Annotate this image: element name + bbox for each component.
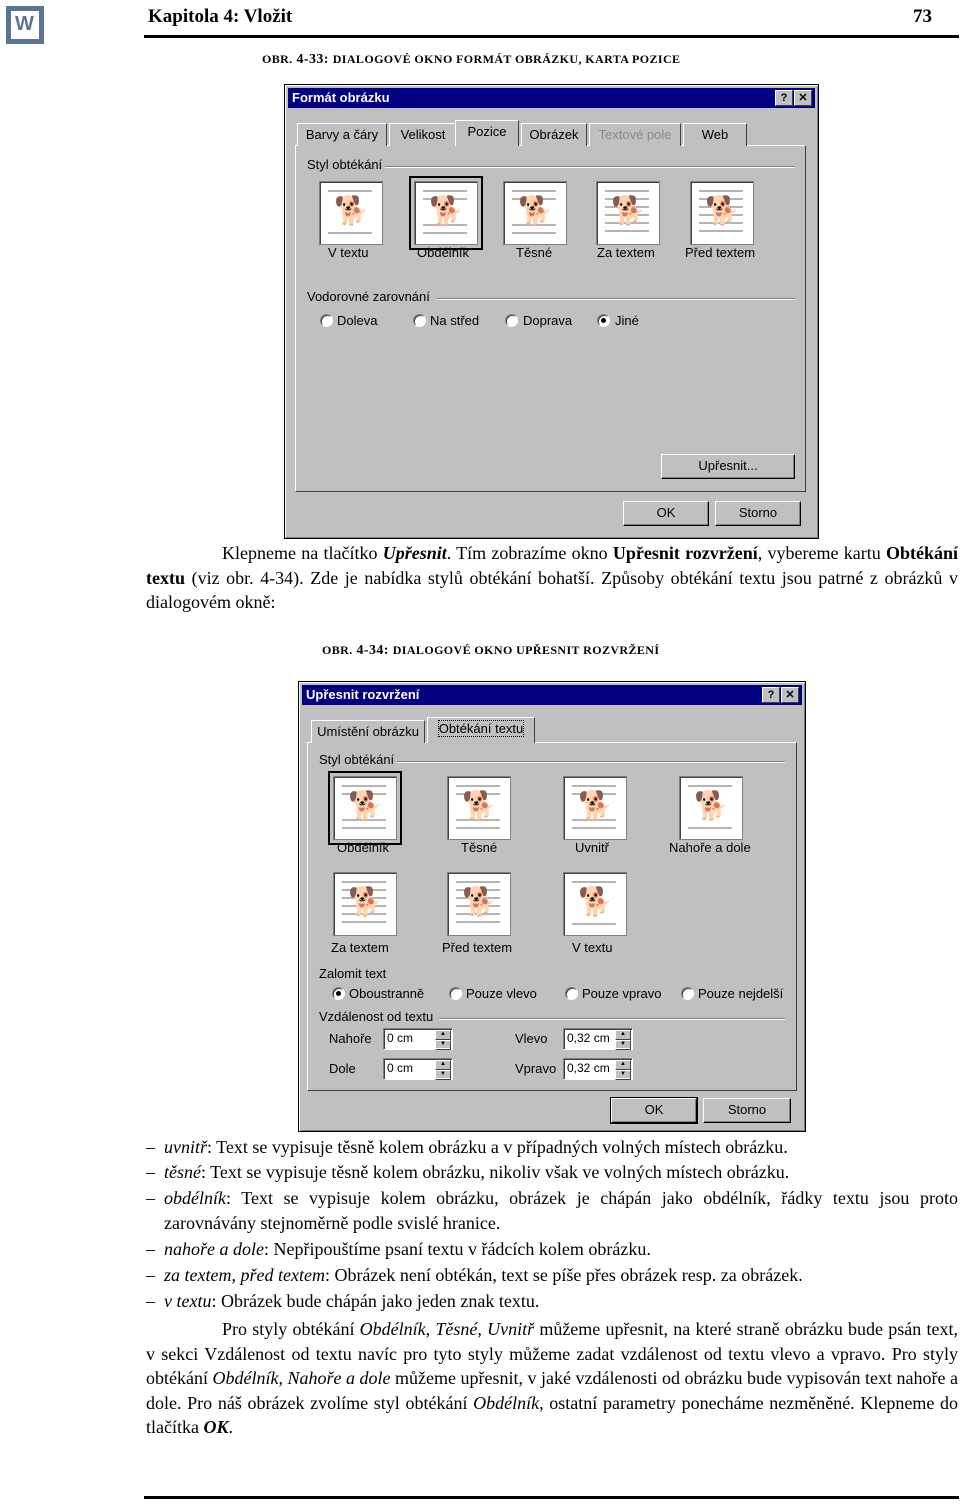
definition: : Text se vypisuje kolem obrázku, obrázek je chápán jako obdélník, řádky textu jsou proto zarovnávány stejnoměrně podle svislé hranice. (164, 1188, 958, 1233)
label-top: Nahoře (329, 1031, 372, 1046)
footer-rule (144, 1496, 959, 1499)
text-run: můžeme upřesnit, v jaké vzdálenosti od obrázku bude vypisován text nahoře a dole. Pro náš obrázek zvolíme styl obtékání (146, 1368, 958, 1413)
header-rule (144, 35, 959, 38)
list-item: – za textem, před textem: Obrázek není obtékán, text se píše přes obrázek resp. za obrázek. (146, 1265, 803, 1285)
dog-icon: 🐕 (334, 194, 369, 227)
caption-number: 4-34: (352, 643, 393, 658)
term: v textu (164, 1291, 212, 1311)
cancel-button[interactable]: Storno (703, 1098, 791, 1123)
wrap-icon-through[interactable] (563, 776, 627, 840)
emphasis: Upřesnit rozvržení (612, 543, 758, 563)
close-button[interactable]: ✕ (781, 687, 799, 703)
arrow-down-icon[interactable]: ▼ (435, 1070, 451, 1080)
text-run: Klepneme na tlačítko (222, 543, 383, 563)
emphasis: Obdélník, Nahoře a dole (212, 1368, 391, 1388)
tab-position[interactable] (455, 120, 519, 146)
list-item: – v textu: Obrázek bude chápán jako jeden znak textu. (146, 1291, 540, 1311)
close-button[interactable]: ✕ (794, 90, 812, 106)
group-wrap-style: Styl obtékání (307, 157, 383, 172)
figure-caption-1 (262, 52, 680, 68)
emphasis: Obtékání textu (146, 543, 958, 588)
spin-value: 0,32 cm (567, 1061, 610, 1075)
radio-label-right: Doprava (523, 313, 573, 328)
tab-label: Web (701, 127, 729, 142)
list-item: – nahoře a dole: Nepřipouštíme psaní textu v řádcích kolem obrázku. (146, 1239, 651, 1259)
dog-icon: 🐕 (578, 789, 613, 822)
radio-right-only[interactable] (565, 987, 578, 1000)
radio-center[interactable] (413, 314, 426, 327)
radio-right[interactable] (505, 314, 518, 327)
list-item: – obdélník: Text se vypisuje kolem obrázku, obrázek je chápán jako obdélník, řádky textu jsou proto zarovnávány stejnoměrně podle svislé hranice. (146, 1188, 958, 1233)
ok-button[interactable]: OK (611, 1098, 697, 1123)
spin-value: 0 cm (387, 1061, 414, 1075)
dog-icon: 🐕 (348, 789, 383, 822)
caption-text: DIALOGOVÉ OKNO UPŘESNIT ROZVRŽENÍ (392, 643, 660, 657)
dog-icon: 🐕 (611, 194, 646, 227)
term: uvnitř (164, 1137, 207, 1157)
text-run: . (228, 1417, 233, 1437)
titlebar (302, 685, 802, 705)
wrap-icon-behind[interactable] (596, 181, 660, 245)
caption-number: 4-33: (292, 52, 333, 67)
dialog-advanced-layout (298, 681, 806, 1132)
definition: : Nepřipouštíme psaní textu v řádcích kolem obrázku. (263, 1239, 651, 1259)
cancel-button[interactable]: Storno (715, 501, 801, 526)
tab-label: Velikost (400, 127, 446, 142)
radio-label-left: Doleva (337, 313, 378, 328)
radio-left[interactable] (320, 314, 333, 327)
dialog-title: Upřesnit rozvržení (306, 687, 420, 702)
wrap-icon-inline[interactable] (563, 872, 627, 936)
advanced-button[interactable]: Upřesnit... (661, 454, 795, 479)
emphasis: Obdélník (473, 1392, 540, 1413)
arrow-up-icon[interactable]: ▲ (615, 1060, 631, 1070)
arrow-up-icon[interactable]: ▲ (435, 1030, 451, 1040)
wrap-icon-behind[interactable] (333, 872, 397, 936)
wrap-icon-tight[interactable] (503, 181, 567, 245)
wrap-label-top-bottom: Nahoře a dole (669, 840, 751, 855)
wrap-label-behind: Za textem (331, 940, 389, 955)
dog-icon: 🐕 (462, 885, 497, 918)
text-run: (viz obr. 4-34). Zde je nabídka stylů obtékání bohatší. Způsoby obtékání textu jsou patrné z obrázků v dialogovém okně: (146, 567, 958, 612)
definition: : Obrázek není obtékán, text se píše přes obrázek resp. za obrázek. (324, 1265, 803, 1285)
dog-icon: 🐕 (694, 789, 729, 822)
caption-text: DIALOGOVÉ OKNO FORMÁT OBRÁZKU, KARTA POZICE (332, 52, 681, 66)
page-number: 73 (913, 6, 932, 27)
group-divider (385, 166, 795, 168)
dog-icon: 🐕 (429, 194, 464, 227)
radio-label-other: Jiné (615, 313, 639, 328)
spin-value: 0,32 cm (567, 1031, 610, 1045)
tab-label: Obrázek (529, 127, 579, 142)
label-left: Vlevo (515, 1031, 548, 1046)
definition: : Text se vypisuje těsně kolem obrázku a v případných volných místech obrázku. (207, 1137, 788, 1157)
dog-icon: 🐕 (348, 885, 383, 918)
tab-text-box[interactable] (589, 123, 681, 146)
label-bottom: Dole (329, 1061, 356, 1076)
radio-label-left-only: Pouze vlevo (466, 986, 537, 1001)
wrap-label-through: Uvnitř (575, 840, 609, 855)
wrap-icon-front[interactable] (690, 181, 754, 245)
definition: : Text se vypisuje těsně kolem obrázku, nikoliv však ve volných místech obrázku. (200, 1162, 790, 1182)
dialog-format-picture (284, 84, 819, 539)
titlebar (288, 88, 815, 108)
tab-label: Umístění obrázku (317, 724, 419, 739)
emphasis: OK (203, 1417, 229, 1437)
definition: : Obrázek bude chápán jako jeden znak textu. (211, 1291, 540, 1311)
wrap-icon-tight[interactable] (447, 776, 511, 840)
tab-picture-position[interactable] (311, 720, 425, 743)
radio-label-both-sides: Oboustranně (349, 986, 425, 1001)
text-run: můžeme upřesnit, na které straně obrázku bude psán text, v sekci Vzdálenost od textu navíc pro tyto styly můžeme zadat vzdálenost od textu vlevo a vpravo. Pro styly obtékání (146, 1319, 958, 1388)
chapter-title: Kapitola 4: Vložit (148, 6, 293, 27)
tab-label: Obtékání textu (438, 721, 524, 736)
radio-left-only[interactable] (449, 987, 462, 1000)
wrap-label-inline: V textu (328, 245, 369, 260)
caption-prefix: OBR. (322, 643, 353, 657)
group-wrap-text: Zalomit text (319, 966, 387, 981)
wrap-icon-inline[interactable] (319, 181, 383, 245)
paragraph-2 (146, 1317, 958, 1440)
radio-both-sides[interactable] (332, 987, 345, 1000)
wrap-label-tight: Těsné (516, 245, 553, 260)
dog-icon: 🐕 (705, 194, 740, 227)
spin-top[interactable] (383, 1028, 453, 1050)
arrow-up-icon[interactable]: ▲ (435, 1060, 451, 1070)
spin-left[interactable] (563, 1028, 633, 1050)
tab-colors-lines[interactable] (297, 123, 387, 146)
ok-button[interactable]: OK (623, 501, 709, 526)
wrap-label-inline: V textu (572, 940, 613, 955)
tab-size[interactable] (389, 123, 457, 146)
term: nahoře a dole (164, 1239, 264, 1259)
app-logo (6, 6, 44, 44)
emphasis: Upřesnit (382, 543, 447, 563)
arrow-up-icon[interactable]: ▲ (615, 1030, 631, 1040)
list-item: – těsné: Text se vypisuje těsně kolem obrázku, nikoliv však ve volných místech obrázku. (146, 1162, 790, 1182)
group-divider (397, 761, 785, 763)
term: těsné (164, 1162, 201, 1182)
radio-label-largest-only: Pouze nejdelší (698, 986, 784, 1001)
tab-label: Pozice (467, 124, 507, 139)
wrap-label-square: Obdélník (417, 245, 470, 260)
tab-picture[interactable] (521, 123, 587, 146)
wrap-label-tight: Těsné (461, 840, 498, 855)
dog-icon: 🐕 (518, 194, 553, 227)
tab-label: Textové pole (598, 127, 672, 142)
text-run: . Tím zobrazíme okno (446, 543, 613, 563)
wrap-label-behind: Za textem (597, 245, 655, 260)
term: za textem, před textem (164, 1265, 325, 1285)
wrap-label-square: Obdélník (337, 840, 390, 855)
text-run: Pro styly obtékání (222, 1319, 360, 1339)
wrap-label-front: Před textem (685, 245, 756, 260)
radio-other[interactable] (597, 314, 610, 327)
tab-web[interactable] (683, 123, 747, 146)
radio-label-center: Na střed (430, 313, 480, 328)
list-item: – uvnitř: Text se vypisuje těsně kolem obrázku a v případných volných místech obrázku. (146, 1137, 788, 1157)
radio-label-right-only: Pouze vpravo (582, 986, 662, 1001)
text-run: , vybereme kartu (757, 543, 886, 563)
wrap-label-front: Před textem (442, 940, 513, 955)
wrap-icon-front[interactable] (447, 872, 511, 936)
tab-label: Barvy a čáry (305, 127, 379, 142)
arrow-down-icon[interactable]: ▼ (435, 1040, 451, 1050)
group-divider (437, 298, 795, 300)
wrap-icon-square[interactable] (333, 776, 397, 840)
group-wrap-style: Styl obtékání (319, 752, 395, 767)
arrow-down-icon[interactable]: ▼ (615, 1040, 631, 1050)
term: obdélník (164, 1188, 226, 1208)
help-button[interactable]: ? (762, 687, 780, 703)
dialog-title: Formát obrázku (292, 90, 390, 105)
radio-largest-only[interactable] (681, 987, 694, 1000)
emphasis: Obdélník, Těsné, Uvnitř (359, 1319, 535, 1339)
spin-bottom[interactable] (383, 1058, 453, 1080)
group-distance: Vzdálenost od textu (319, 1009, 434, 1024)
dog-icon: 🐕 (462, 789, 497, 822)
figure-caption-2 (322, 643, 659, 659)
spin-value: 0 cm (387, 1031, 414, 1045)
wrap-icon-square[interactable] (414, 181, 478, 245)
wrap-icon-top-bottom[interactable] (679, 776, 743, 840)
help-button[interactable]: ? (775, 90, 793, 106)
group-divider (439, 1018, 785, 1020)
dog-icon: 🐕 (578, 885, 613, 918)
logo-letter: W (15, 13, 34, 35)
arrow-down-icon[interactable]: ▼ (615, 1070, 631, 1080)
tab-text-wrapping[interactable] (427, 717, 535, 743)
group-horizontal-align: Vodorovné zarovnání (307, 289, 430, 304)
text-run: , ostatní parametry ponecháme nezměněné. Klepneme do tlačítka (146, 1392, 958, 1437)
paragraph-1 (146, 541, 958, 615)
label-right: Vpravo (515, 1061, 557, 1076)
spin-right[interactable] (563, 1058, 633, 1080)
caption-prefix: OBR. (262, 52, 293, 66)
